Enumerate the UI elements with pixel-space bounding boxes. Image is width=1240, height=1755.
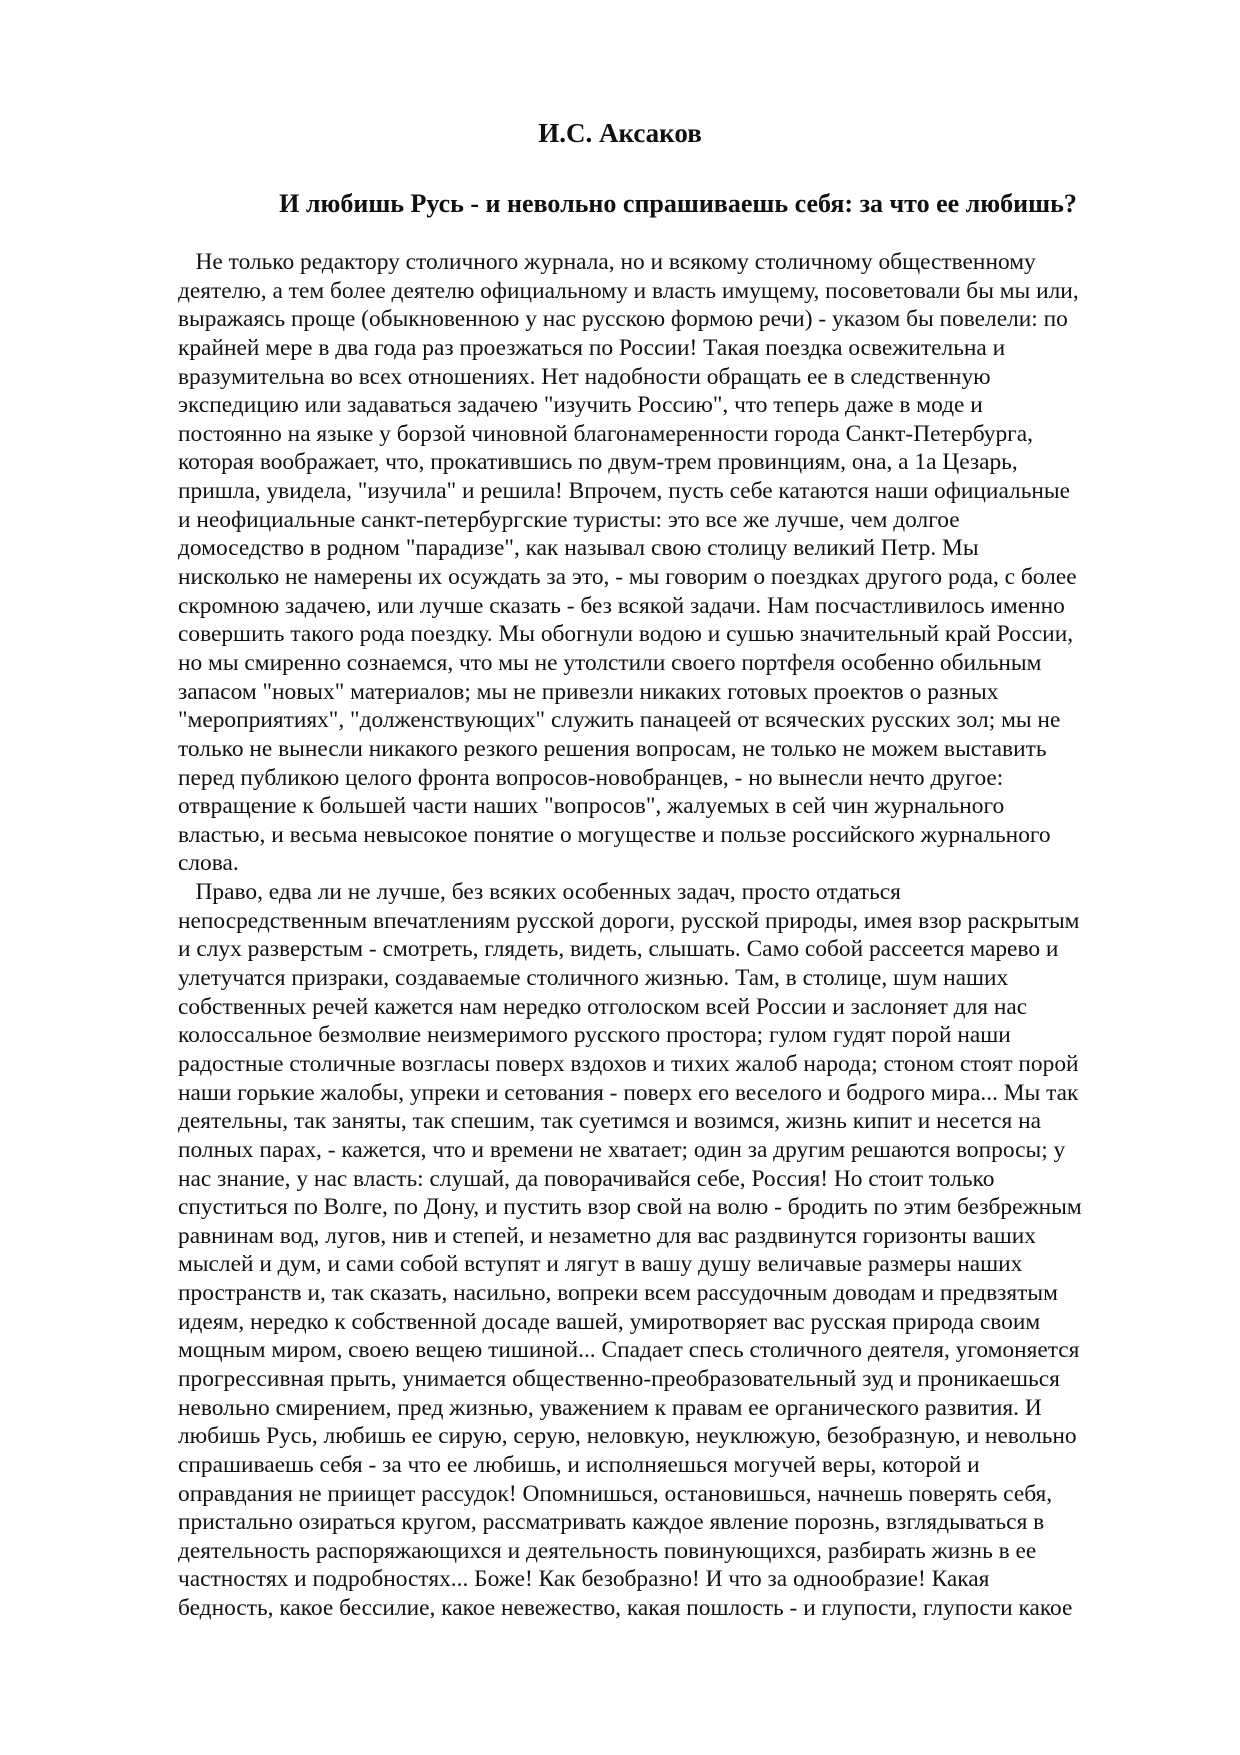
text-line: только не вынесли никакого резкого решения вопросам, не только не можем выставить: [178, 735, 1047, 762]
text-line: скромною задачею, или лучше сказать - без всякой задачи. Нам посчастливилось именно: [178, 592, 1065, 619]
text-line: колоссальное безмолвие неизмеримого русского простора; гулом гудят порой наши: [178, 1022, 1011, 1049]
essay-title: И любишь Русь - и невольно спрашиваешь себя: за что ее любишь?: [279, 189, 1077, 218]
paragraph: [178, 248, 1188, 878]
text-line: постоянно на языке у борзой чиновной благонамеренности города Санкт-Петербурга,: [178, 420, 1033, 447]
text-line: крайней мере в два года раз проезжаться по России! Такая поездка освежительна и: [178, 334, 1006, 361]
text-line: экспедицию или задаваться задачею "изучить Россию", что теперь даже в моде и: [178, 392, 983, 419]
text-line: непосредственным впечатлениям русской дороги, русской природы, имея взор раскрытым: [178, 907, 1080, 934]
paragraph: [178, 878, 1188, 1623]
text-line: "мероприятиях", "долженствующих" служить панацеей от всяческих русских зол; мы не: [178, 707, 1061, 734]
text-line: пристально озираться кругом, рассматривать каждое явление порознь, взглядываться в: [178, 1509, 1045, 1536]
text-line: Право, едва ли не лучше, без всяких особенных задач, просто отдаться: [178, 879, 901, 906]
text-line: улетучатся призраки, создаваемые столичного жизнью. Там, в столице, шум наших: [178, 965, 1009, 992]
text-line: любишь Русь, любишь ее сирую, серую, неловкую, неуклюжую, безобразную, и невольно: [178, 1423, 1077, 1450]
text-line: мощным миром, своею вещею тишиной... Спадает спесь столичного деятеля, угомоняется: [178, 1337, 1080, 1364]
text-line: частностях и подробностях... Боже! Как безобразно! И что за однообразие! Какая: [178, 1566, 990, 1593]
text-line: домоседство в родном "парадизе", как называл свою столицу великий Петр. Мы: [178, 535, 979, 562]
text-line: наши горькие жалобы, упреки и сетования - поверх его веселого и бодрого мира... Мы так: [178, 1079, 1079, 1106]
text-line: пришла, увидела, "изучила" и решила! Впрочем, пусть себе катаются наши официальные: [178, 478, 1070, 505]
text-line: прогрессивная прыть, унимается общественно-преобразовательный зуд и проникаешься: [178, 1365, 1060, 1392]
text-line: слова.: [178, 850, 239, 877]
text-line: Не только редактору столичного журнала, но и всякому столичному общественному: [178, 249, 1036, 275]
text-line: пространств и, так сказать, насильно, вопреки всем рассудочным доводам и предвзятым: [178, 1280, 1058, 1307]
text-line: бедность, какое бессилие, какое невежество, какая пошлость - и глупости, глупости какое: [178, 1595, 1073, 1622]
text-line: мыслей и дум, и сами собой вступят и лягут в вашу душу величавые размеры наших: [178, 1251, 1023, 1278]
text-line: спуститься по Волге, по Дону, и пустить взор свой на волю - бродить по этим безбрежным: [178, 1194, 1082, 1221]
text-line: собственных речей кажется нам нередко отголоском всей России и заслоняет для нас: [178, 993, 1028, 1020]
text-line: запасом "новых" материалов; мы не привезли никаких готовых проектов о разных: [178, 678, 999, 705]
text-line: но мы смиренно сознаемся, что мы не утолстили своего портфеля особенно обильным: [178, 649, 1042, 676]
text-line: нас знание, у нас власть: слушай, да поворачивайся себе, Россия! Но стоит только: [178, 1165, 995, 1192]
text-line: спрашиваешь себя - за что ее любишь, и исполняешься могучей веры, которой и: [178, 1451, 980, 1478]
text-line: выражаясь проще (обыкновенною у нас русскою формою речи) - указом бы повелели: по: [178, 306, 1068, 333]
text-line: и слух разверстым - смотреть, глядеть, видеть, слышать. Само собой рассеется марево и: [178, 936, 1059, 963]
text-line: радостные столичные возгласы поверх вздохов и тихих жалоб народа; стоном стоят порой: [178, 1050, 1079, 1077]
text-line: и неофициальные санкт-петербургские туристы: это все же лучше, чем долгое: [178, 506, 960, 533]
text-line: властью, и весьма невысокое понятие о могуществе и пользе российского журнального: [178, 821, 1051, 848]
text-line: равнинам вод, лугов, нив и степей, и незаметно для вас раздвинутся горизонты ваших: [178, 1222, 1037, 1249]
essay-body: [178, 248, 1188, 1623]
text-line: нисколько не намерены их осуждать за это, - мы говорим о поездках другого рода, с более: [178, 564, 1077, 591]
text-line: вразумительна во всех отношениях. Нет надобности обращать ее в следственную: [178, 363, 991, 390]
text-line: оправдания не приищет рассудок! Опомнишься, остановишься, начнешь поверять себя,: [178, 1480, 1053, 1507]
text-line: полных парах, - кажется, что и времени не хватает; один за другим решаются вопросы; у: [178, 1136, 1066, 1163]
text-line: деятельность распоряжающихся и деятельность повинующихся, разбирать жизнь в ее: [178, 1537, 1037, 1564]
text-line: идеям, нередко к собственной досаде вашей, умиротворяет вас русская природа своим: [178, 1308, 1041, 1335]
text-line: перед публикою целого фронта вопросов-новобранцев, - но вынесли нечто другое:: [178, 764, 1004, 791]
text-line: деятельны, так заняты, так спешим, так суетимся и возимся, жизнь кипит и несется на: [178, 1108, 1041, 1135]
text-line: деятелю, а тем более деятелю официальному и власть имущему, посоветовали бы мы или,: [178, 277, 1079, 304]
text-line: совершить такого рода поездку. Мы обогнули водою и сушью значительный край России,: [178, 621, 1074, 648]
text-line: отвращение к большей части наших "вопросов", жалуемых в сей чин журнального: [178, 793, 1005, 820]
author-name: И.С. Аксаков: [538, 118, 702, 148]
text-line: которая воображает, что, прокатившись по двум-трем провинциям, она, a 1a Цезарь,: [178, 449, 1018, 476]
text-line: невольно смирением, пред жизнью, уважением к правам ее органического развития. И: [178, 1394, 1042, 1421]
